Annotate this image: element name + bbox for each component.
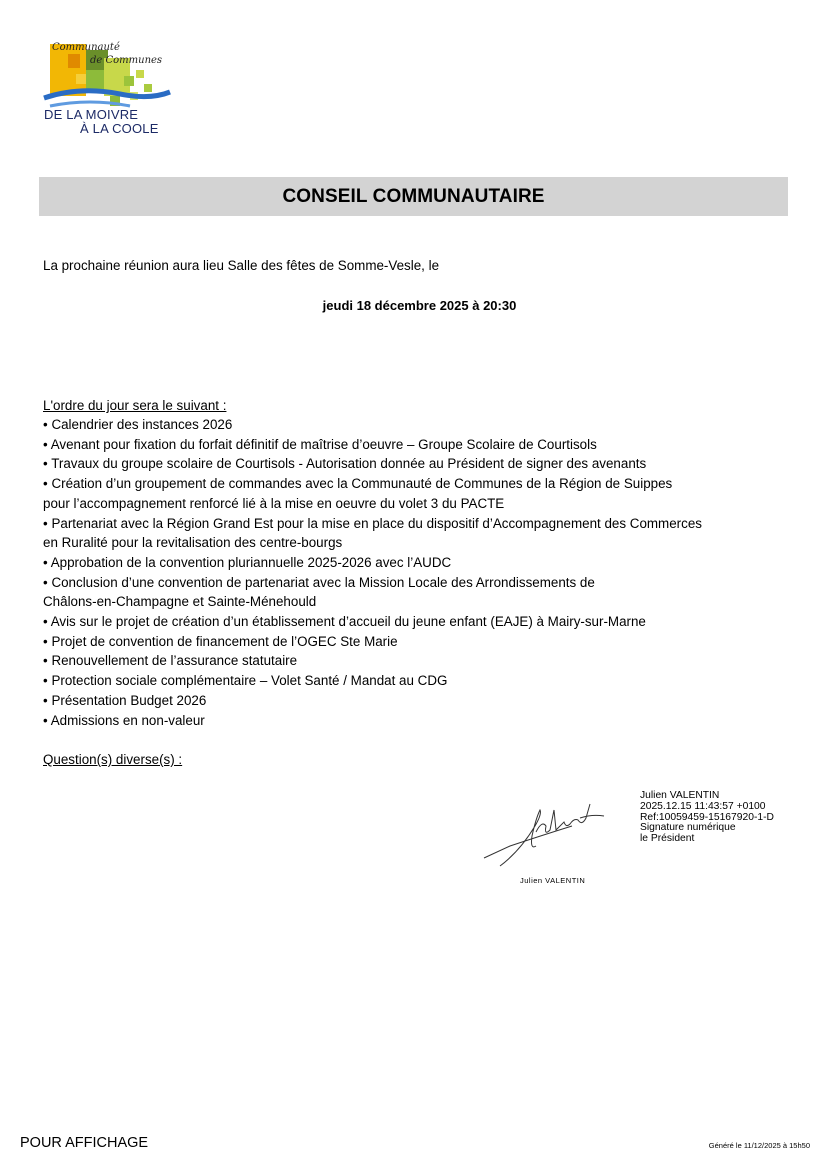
signature-role: le Président (640, 833, 695, 845)
signature-timestamp: 2025.12.15 11:43:57 +0100 (640, 800, 766, 812)
agenda-item (43, 454, 702, 474)
signature-printed-name: Julien VALENTIN (520, 876, 586, 885)
agenda-item-continuation: en Ruralité pour la revitalisation des centre-bourgs (43, 535, 343, 551)
agenda-item-text: Projet de convention de financement de l’OGEC Ste Marie (51, 633, 398, 649)
agenda-item-text: Approbation de la convention pluriannuelle 2025-2026 avec l’AUDC (50, 554, 452, 570)
agenda-item (43, 632, 702, 652)
logo-text-coole: À LA COOLE (80, 121, 159, 136)
agenda-bullet: • (43, 476, 48, 492)
questions-heading: Question(s) diverse(s) : (43, 752, 183, 767)
agenda-item (43, 612, 702, 632)
signature-name: Julien VALENTIN (640, 790, 720, 801)
agenda-bullet: • (43, 692, 48, 708)
agenda-item-text: Travaux du groupe scolaire de Courtisols - Autorisation donnée au Président de signer des avenants (51, 456, 647, 472)
agenda-bullet: • (43, 653, 48, 669)
digital-signature-block (640, 791, 774, 845)
logo-text-moivre: DE LA MOIVRE (44, 107, 139, 122)
logo-text-communaute: Communauté (52, 42, 120, 53)
agenda-item-text: Présentation Budget 2026 (51, 692, 207, 708)
signature-ref: Ref:10059459-15167920-1-D (640, 811, 774, 823)
agenda-bullet: • (43, 554, 48, 570)
agenda-bullet: • (43, 574, 48, 590)
footer-posting-label: POUR AFFICHAGE (20, 1135, 149, 1151)
agenda-item (43, 691, 702, 711)
agenda-item-text: Protection sociale complémentaire – Volet Santé / Mandat au CDG (51, 673, 448, 689)
intro-text: La prochaine réunion aura lieu Salle des fêtes de Somme-Vesle, le (43, 258, 440, 273)
agenda-item-text: Partenariat avec la Région Grand Est pour la mise en place du dispositif d’Accompagnement des Commerces (51, 515, 702, 531)
agenda-item (43, 435, 702, 455)
agenda-bullet: • (43, 614, 48, 630)
agenda-bullet: • (43, 633, 48, 649)
agenda-item (43, 573, 702, 612)
agenda-item (43, 711, 702, 731)
logo-text-de-communes: de Communes (90, 55, 163, 66)
agenda-item-text: Création d’un groupement de commandes avec la Communauté de Communes de la Région de Suippes (51, 476, 673, 492)
footer-generated-date: Généré le 11/12/2025 à 15h50 (708, 1141, 810, 1150)
agenda-bullet: • (43, 417, 48, 432)
agenda-item (43, 514, 702, 553)
agenda-item (43, 553, 702, 573)
handwritten-signature (480, 796, 610, 868)
agenda-item-text: Admissions en non-valeur (50, 712, 205, 728)
logo (40, 36, 185, 144)
agenda-item-text: Renouvellement de l’assurance statutaire (51, 653, 298, 669)
agenda-bullet: • (43, 673, 48, 689)
agenda-bullet: • (43, 436, 48, 452)
agenda-item (43, 651, 702, 671)
page-title: CONSEIL COMMUNAUTAIRE (282, 185, 545, 207)
agenda-item-text: Calendrier des instances 2026 (51, 417, 233, 432)
agenda-item (43, 415, 702, 435)
agenda-heading: L'ordre du jour sera le suivant : (43, 398, 227, 413)
agenda-item-text: Avis sur le projet de création d’un établissement d’accueil du jeune enfant (EAJE) à Mairy-sur-Marne (50, 614, 646, 630)
agenda-bullet: • (43, 515, 48, 531)
agenda-item (43, 474, 702, 513)
title-band (39, 177, 788, 216)
agenda-list (43, 415, 702, 730)
agenda-item-continuation: Châlons-en-Champagne et Sainte-Ménehould (43, 594, 317, 610)
agenda-item (43, 671, 702, 691)
agenda-bullet: • (43, 712, 48, 728)
agenda-bullet: • (43, 456, 48, 472)
meeting-date: jeudi 18 décembre 2025 à 20:30 (322, 298, 517, 313)
agenda-item-continuation: pour l’accompagnement renforcé lié à la mise en oeuvre du volet 3 du PACTE (43, 495, 505, 511)
agenda-item-text: Conclusion d’une convention de partenariat avec la Mission Locale des Arrondissements de (51, 574, 595, 590)
signature-label: Signature numérique (640, 822, 736, 834)
agenda-item-text: Avenant pour fixation du forfait définitif de maîtrise d’oeuvre – Groupe Scolaire de Courtisols (50, 436, 597, 452)
